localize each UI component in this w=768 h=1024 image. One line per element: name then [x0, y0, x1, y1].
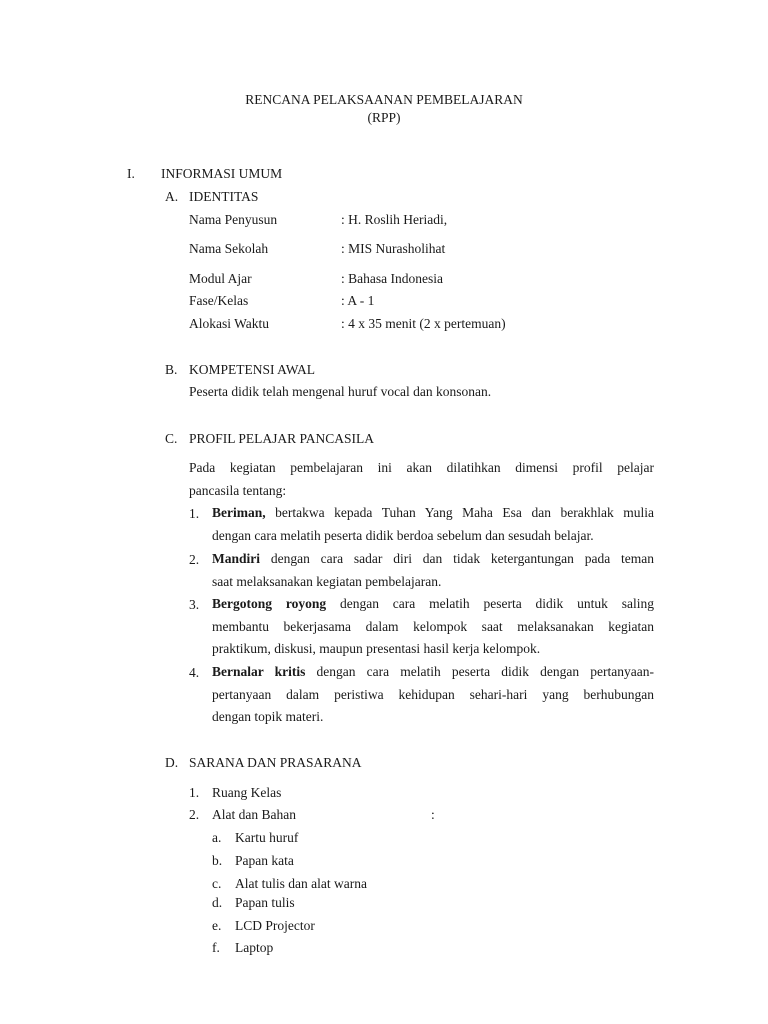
profil-item-keyword: Bergotong royong [212, 596, 327, 611]
sub-item-letter: c. [212, 876, 222, 891]
list-number: 3. [189, 597, 200, 612]
list-number: 1. [189, 506, 200, 521]
document-subtitle: (RPP) [367, 110, 401, 125]
sarana-heading: SARANA DAN PRASARANA [189, 755, 362, 770]
profil-item-line [212, 661, 654, 684]
sub-item-text: Papan tulis [235, 895, 295, 910]
profil-item-line: dengan topik materi. [212, 709, 324, 724]
identity-value: : H. Roslih Heriadi, [341, 212, 448, 227]
identity-value: : MIS Nurasholihat [341, 241, 446, 256]
profil-item-line: dengan cara melatih peserta didik berdoa sebelum dan sesudah belajar. [212, 527, 594, 543]
profil-heading: PROFIL PELAJAR PANCASILA [189, 431, 375, 446]
sub-item-text: Kartu huruf [235, 830, 299, 845]
identity-label: Modul Ajar [189, 271, 252, 286]
sub-item-letter: e. [212, 918, 222, 933]
sub-item-letter: d. [212, 895, 223, 910]
kompetensi-heading: KOMPETENSI AWAL [189, 362, 316, 377]
list-number: 2. [189, 552, 200, 567]
profil-intro-line: pancasila tentang: [189, 482, 287, 498]
profil-item-text: dengan cara melatih peserta didik dengan pertanyaan- [305, 664, 654, 679]
section-number: I. [127, 166, 135, 181]
profil-item-keyword: Mandiri [212, 551, 261, 566]
profil-intro [189, 457, 654, 502]
identity-label: Alokasi Waktu [189, 316, 270, 331]
identity-label: Nama Penyusun [189, 212, 278, 227]
sub-item-letter: f. [212, 940, 220, 955]
identity-value: : 4 x 35 menit (2 x pertemuan) [341, 316, 506, 331]
profil-item [212, 502, 654, 547]
profil-item [212, 593, 654, 661]
profil-item-line: saat melaksanakan kegiatan pembelajaran. [212, 573, 442, 589]
profil-item-line [212, 502, 654, 525]
profil-item-line [212, 548, 654, 571]
sub-item-letter: a. [212, 830, 222, 845]
section-heading: INFORMASI UMUM [161, 166, 283, 181]
sub-item-text: Laptop [235, 940, 274, 955]
profil-item [212, 661, 654, 729]
profil-item-text: bertakwa kepada Tuhan Yang Maha Esa dan berakhlak mulia [265, 505, 654, 520]
list-number: 1. [189, 785, 200, 800]
profil-item-text: dengan cara sadar diri dan tidak ketergantungan pada teman [260, 551, 654, 566]
identity-label: Fase/Kelas [189, 293, 249, 308]
subsection-letter-d: D. [165, 755, 179, 770]
profil-item-line: pertanyaan dalam peristiwa kehidupan sehari-hari yang berhubungan [212, 686, 654, 702]
sub-item-text: LCD Projector [235, 918, 315, 933]
identitas-heading: IDENTITAS [189, 189, 259, 204]
identity-value: : A - 1 [341, 293, 375, 308]
sub-item-text: Papan kata [235, 853, 294, 868]
profil-item [212, 548, 654, 593]
sarana-item-colon: : [431, 807, 435, 822]
identity-value: : Bahasa Indonesia [341, 271, 443, 286]
sarana-item: Ruang Kelas [212, 785, 282, 800]
profil-item-line [212, 593, 654, 616]
subsection-letter-c: C. [165, 431, 178, 446]
identity-label: Nama Sekolah [189, 241, 269, 256]
subsection-letter-a: A. [165, 189, 179, 204]
profil-item-line: praktikum, diskusi, maupun presentasi hasil kerja kelompok. [212, 641, 541, 656]
sub-item-letter: b. [212, 853, 223, 868]
kompetensi-text: Peserta didik telah mengenal huruf vocal dan konsonan. [189, 384, 492, 399]
document-title: RENCANA PELAKSAANAN PEMBELAJARAN [245, 92, 523, 107]
sarana-item: Alat dan Bahan [212, 807, 296, 822]
profil-item-text: dengan cara melatih peserta didik untuk saling [326, 596, 655, 611]
sub-item-text: Alat tulis dan alat warna [235, 876, 367, 891]
profil-item-line: membantu bekerjasama dalam kelompok saat melaksanakan kegiatan [212, 618, 654, 634]
profil-item-keyword: Beriman, [212, 505, 266, 520]
profil-intro-line: Pada kegiatan pembelajaran ini akan dilatihkan dimensi profil pelajar [189, 460, 654, 475]
profil-item-keyword: Bernalar kritis [212, 664, 306, 679]
list-number: 4. [189, 665, 200, 680]
subsection-letter-b: B. [165, 362, 178, 377]
list-number: 2. [189, 807, 200, 822]
